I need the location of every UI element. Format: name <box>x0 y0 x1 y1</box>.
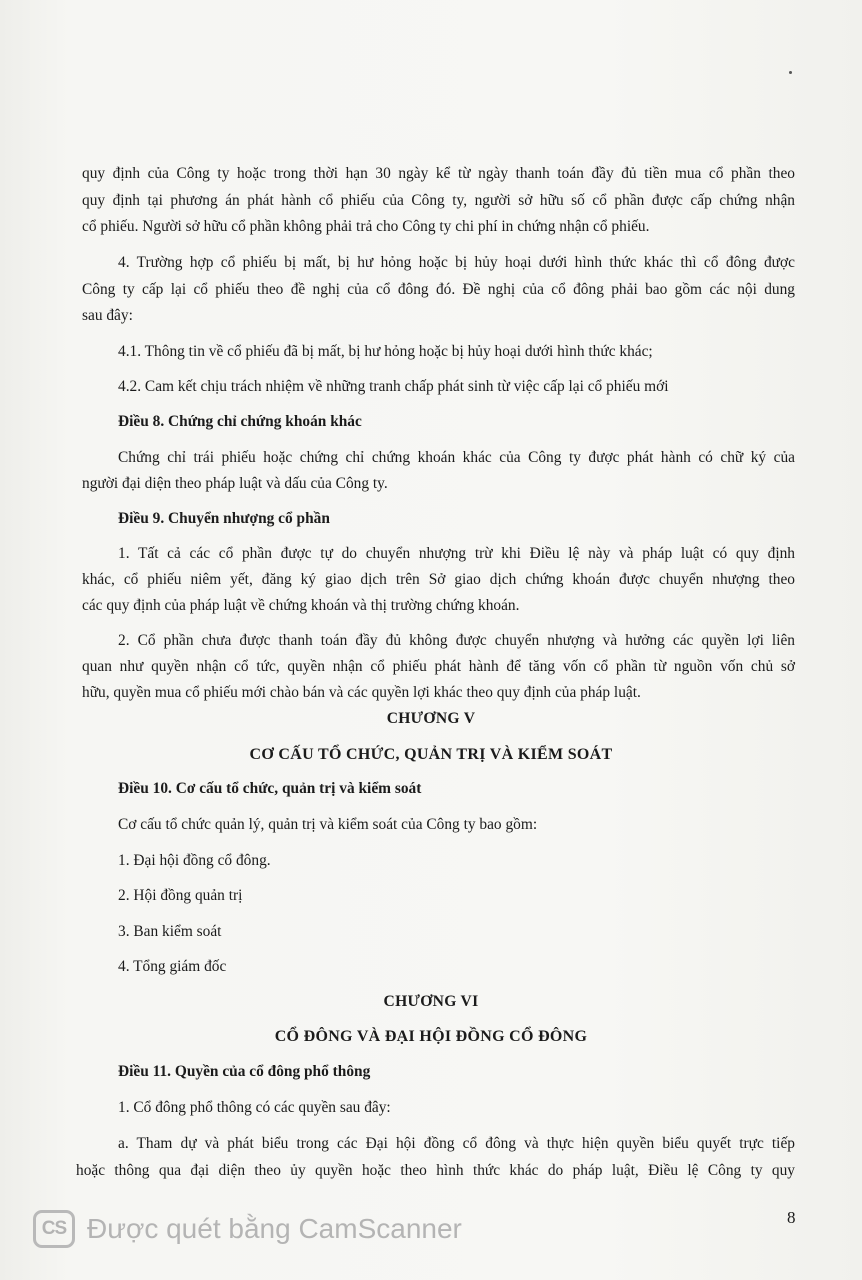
camscanner-watermark <box>33 1208 462 1250</box>
list-item: 3. Ban kiểm soát <box>118 923 222 940</box>
list-item: 4. Tổng giám đốc <box>118 958 227 975</box>
text-line: Cơ cấu tổ chức quản lý, quản trị và kiểm soát của Công ty bao gồm: <box>118 816 538 833</box>
text-line: 4. Trường hợp cổ phiếu bị mất, bị hư hỏng hoặc bị hủy hoại dưới hình thức khác thì cổ đông được <box>118 254 795 271</box>
text-line: a. Tham dự và phát biểu trong các Đại hội đồng cổ đông và thực hiện quyền biểu quyết trực tiếp <box>118 1135 795 1152</box>
chapter-title: CƠ CẤU TỔ CHỨC, QUẢN TRỊ VÀ KIỂM SOÁT <box>249 746 613 763</box>
text-line: Chứng chỉ trái phiếu hoặc chứng chỉ chứng khoán khác của Công ty được phát hành có chữ ký của <box>118 449 795 466</box>
text-line: Công ty cấp lại cổ phiếu theo đề nghị của cổ đông đó. Đề nghị của cổ đông phải bao gồm các nội dung <box>82 281 795 298</box>
text-line: người đại diện theo pháp luật và dấu của Công ty. <box>82 475 388 492</box>
text-line: quy định của Công ty hoặc trong thời hạn 30 ngày kể từ ngày thanh toán đầy đủ tiền mua cổ phần theo <box>82 165 795 182</box>
text-line: sau đây: <box>82 307 133 324</box>
article-heading: Điều 9. Chuyển nhượng cổ phần <box>118 510 330 527</box>
text-line: 1. Tất cả các cổ phần được tự do chuyển nhượng trừ khi Điều lệ này và pháp luật có quy định <box>118 545 795 562</box>
chapter-title: CỔ ĐÔNG VÀ ĐẠI HỘI ĐỒNG CỔ ĐÔNG <box>274 1028 588 1045</box>
watermark-text: Được quét bằng CamScanner <box>87 1213 462 1244</box>
text-line: khác, cổ phiếu niêm yết, đăng ký giao dịch trên Sở giao dịch chứng khoán được chuyển nhượng theo <box>82 571 795 588</box>
text-line: 4.1. Thông tin về cổ phiếu đã bị mất, bị hư hỏng hoặc bị hủy hoại dưới hình thức khác; <box>118 343 653 360</box>
text-line: hoặc thông qua đại diện theo ủy quyền hoặc theo hình thức khác do pháp luật, Điều lệ Công ty quy <box>76 1162 795 1179</box>
text-line: 2. Cổ phần chưa được thanh toán đầy đủ không được chuyển nhượng và hưởng các quyền lợi liên <box>118 632 795 649</box>
text-line: 4.2. Cam kết chịu trách nhiệm về những tranh chấp phát sinh từ việc cấp lại cổ phiếu mới <box>118 378 669 395</box>
article-heading: Điều 10. Cơ cấu tổ chức, quản trị và kiểm soát <box>118 780 422 797</box>
list-item: 1. Đại hội đồng cổ đông. <box>118 852 271 869</box>
chapter-number: CHƯƠNG V <box>386 710 476 727</box>
scan-speck <box>789 71 792 74</box>
camscanner-logo: CS <box>33 1210 75 1248</box>
page-number: 8 <box>787 1208 796 1227</box>
text-line: cổ phiếu. Người sở hữu cổ phần không phải trả cho Công ty chi phí in chứng nhận cổ phiếu. <box>82 218 650 235</box>
text-line: các quy định của pháp luật về chứng khoán và thị trường chứng khoán. <box>82 597 520 614</box>
text-line: quan như quyền nhận cổ tức, quyền nhận cổ phiếu phát hành để tăng vốn cổ phần từ nguồn vốn chủ sở <box>82 658 795 675</box>
article-heading: Điều 11. Quyền của cổ đông phổ thông <box>118 1063 371 1080</box>
chapter-number: CHƯƠNG VI <box>383 993 479 1010</box>
article-heading: Điều 8. Chứng chỉ chứng khoán khác <box>118 413 362 430</box>
text-line: 1. Cổ đông phổ thông có các quyền sau đây: <box>118 1099 391 1116</box>
list-item: 2. Hội đồng quản trị <box>118 887 243 904</box>
text-line: hữu, quyền mua cổ phiếu mới chào bán và các quyền lợi khác theo quy định của pháp luật. <box>82 684 641 701</box>
text-line: quy định tại phương án phát hành cổ phiếu của Công ty, người sở hữu số cổ phần được cấp chứng nhận <box>82 192 795 209</box>
